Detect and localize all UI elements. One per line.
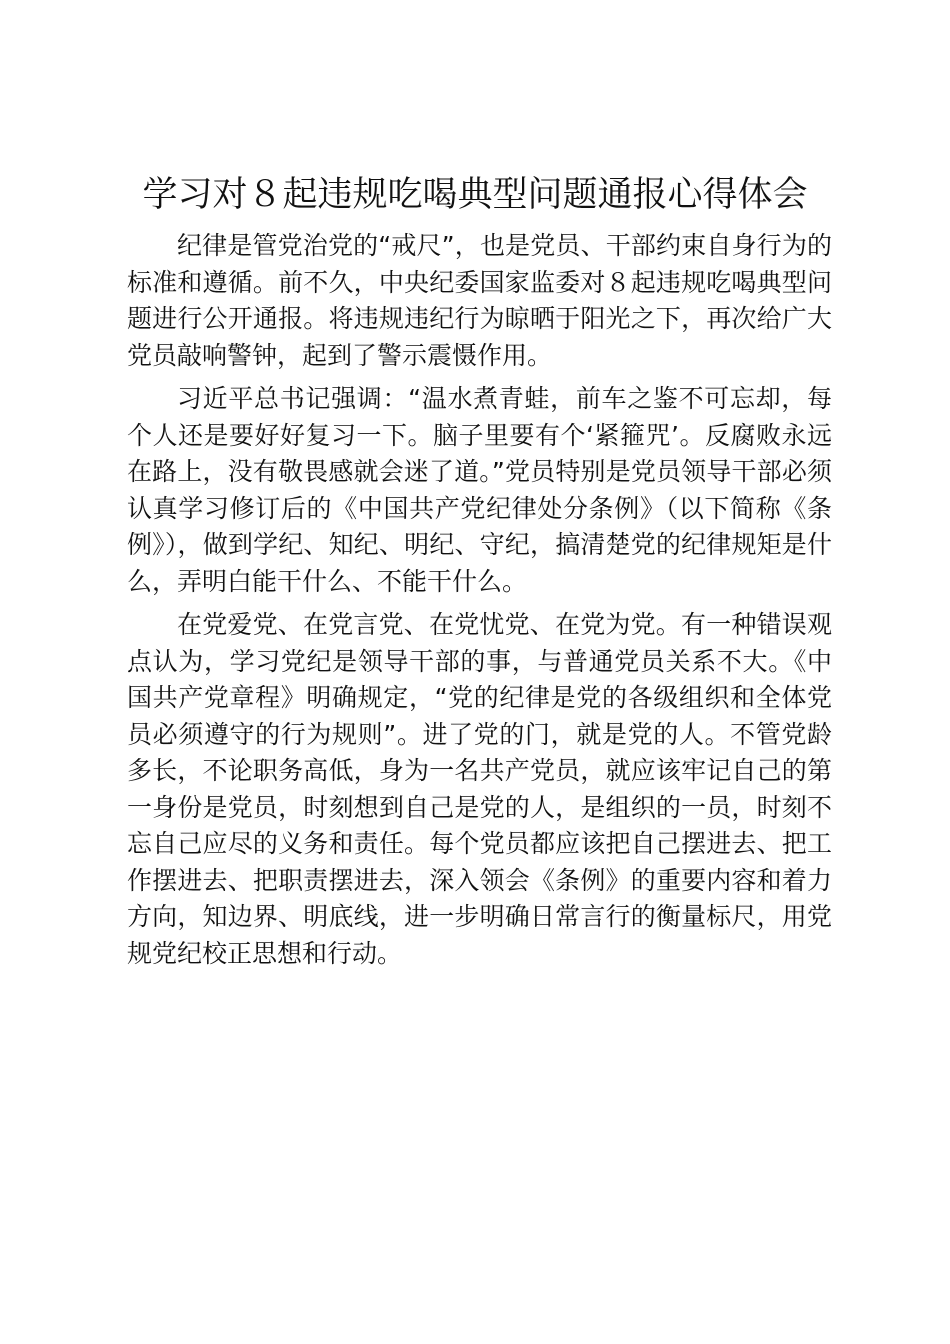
- paragraph-3: 在党爱党、在党言党、在党忧党、在党为党。有一种错误观点认为，学习党纪是领导干部的事，与普通党员关系不大。《中国共产党章程》明确规定，“党的纪律是党的各级组织和全体党员必须遵守的行为规则”。进了党的门，就是党的人。不管党龄多长，不论职务高低，身为一名共产党员，就应该牢记自己的第一身份是党员，时刻想到自己是党的人，是组织的一员，时刻不忘自己应尽的义务和责任。每个党员都应该把自己摆进去、把工作摆进去、把职责摆进去，深入领会《条例》的重要内容和着力方向，知边界、明底线，进一步明确日常言行的衡量标尺，用党规党纪校正思想和行动。: [127, 610, 832, 968]
- document-title: 学习对８起违规吃喝典型问题通报心得体会: [142, 175, 808, 215]
- paragraph-2: 习近平总书记强调：“温水煮青蛙，前车之鉴不可忘却，每个人还是要好好复习一下。脑子里要有个‘紧箍咒’。反腐败永远在路上，没有敬畏感就会迷了道。”党员特别是党员领导干部必须认真学习修订后的《中国共产党纪律处分条例》（以下简称《条例》），做到学纪、知纪、明纪、守纪，搞清楚党的纪律规矩是什么，弄明白能干什么、不能干什么。: [127, 384, 832, 596]
- paragraph-1: 纪律是管党治党的“戒尺”，也是党员、干部约束自身行为的标准和遵循。前不久，中央纪委国家监委对８起违规吃喝典型问题进行公开通报。将违规违纪行为晾晒于阳光之下，再次给广大党员敲响警钟，起到了警示震慑作用。: [127, 231, 832, 370]
- document-body: [127, 228, 832, 979]
